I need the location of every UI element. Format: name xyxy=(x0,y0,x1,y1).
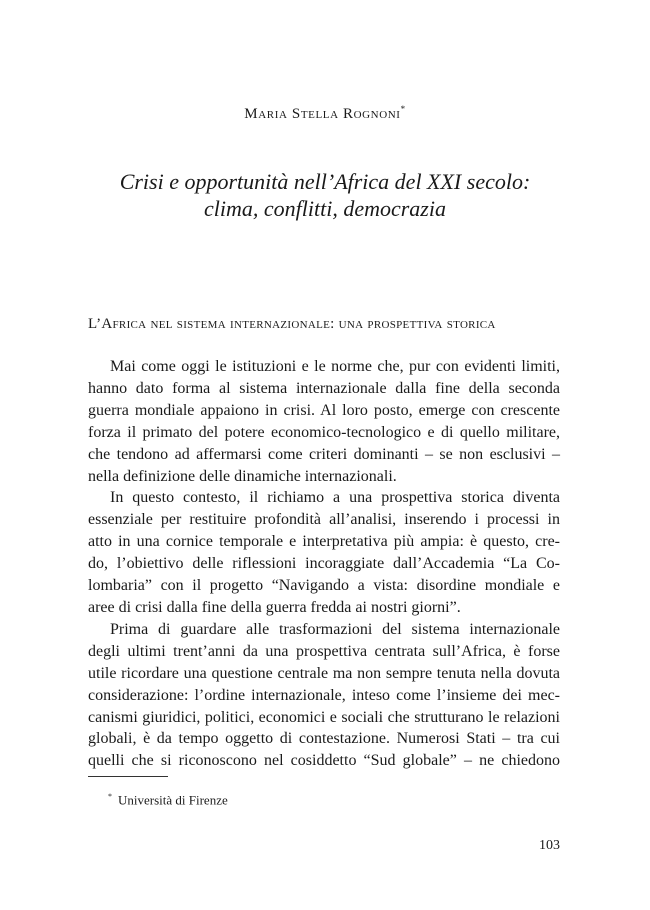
body-line: che tendono ad affermarsi come criteri dominanti – se non esclusivi – xyxy=(88,445,560,463)
body-line: canismi giuridici, politici, economici e sociali che strutturano le relazioni xyxy=(88,708,560,726)
footnote-marker: * xyxy=(108,792,112,801)
body-line: lombaria” con il progetto “Navigando a vista: disordine mondiale e xyxy=(88,577,560,595)
body-line: degli ultimi trent’anni da una prospettiva centrata sull’Africa, è forse xyxy=(88,642,560,660)
author-name xyxy=(0,104,650,123)
body-line: guerra mondiale appaiono in crisi. Al loro posto, emerge con crescente xyxy=(88,401,560,419)
body-line: essenziale per restituire profondità all’analisi, inserendo i processi in xyxy=(88,511,560,529)
body-text xyxy=(88,356,560,772)
page-number: 103 xyxy=(539,838,560,853)
body-line: Mai come oggi le istituzioni e le norme che, pur con evidenti limiti, xyxy=(110,358,560,375)
body-line: forza il primato del potere economico-tecnologico e di quello militare, xyxy=(88,423,560,441)
author-name-text: Maria Stella Rognoni xyxy=(244,106,401,122)
footnote-text: Università di Firenze xyxy=(118,792,228,808)
body-line: Prima di guardare alle trasformazioni del sistema internazionale xyxy=(110,620,560,638)
author-footnote-marker: * xyxy=(400,104,406,114)
body-line: globali, è da tempo oggetto di contestazione. Numerosi Stati – tra cui xyxy=(88,730,560,748)
footnote-rule xyxy=(88,776,168,777)
body-line: aree di crisi dalla fine della guerra fredda ai nostri giorni”. xyxy=(88,598,461,616)
body-line: atto in una cornice temporale e interpretativa più ampia: è questo, cre- xyxy=(88,533,560,551)
body-line: In questo contesto, il richiamo a una prospettiva storica diventa xyxy=(110,489,560,507)
body-line: utile ricordare una questione centrale ma non sempre tenuta nella dovuta xyxy=(88,664,560,682)
body-line: do, l’obiettivo delle riflessioni incoraggiate dall’Accademia “La Co- xyxy=(88,555,560,573)
body-line: nella definizione delle dinamiche internazionali. xyxy=(88,467,397,485)
body-line: quelli che si riconoscono nel cosiddetto “Sud globale” – ne chiedono xyxy=(88,752,560,770)
title-line-1: Crisi e opportunità nell’Africa del XXI secolo: xyxy=(119,169,531,194)
paper-title xyxy=(0,168,650,222)
body-line: hanno dato forma al sistema internazionale dalla fine della seconda xyxy=(88,379,560,397)
section-heading: L’Africa nel sistema internazionale: una prospettiva storica xyxy=(88,316,496,332)
footnote xyxy=(108,792,228,808)
title-line-2: clima, conflitti, democrazia xyxy=(204,196,446,221)
body-line: considerazione: l’ordine internazionale, inteso come l’insieme dei mec- xyxy=(88,686,560,704)
